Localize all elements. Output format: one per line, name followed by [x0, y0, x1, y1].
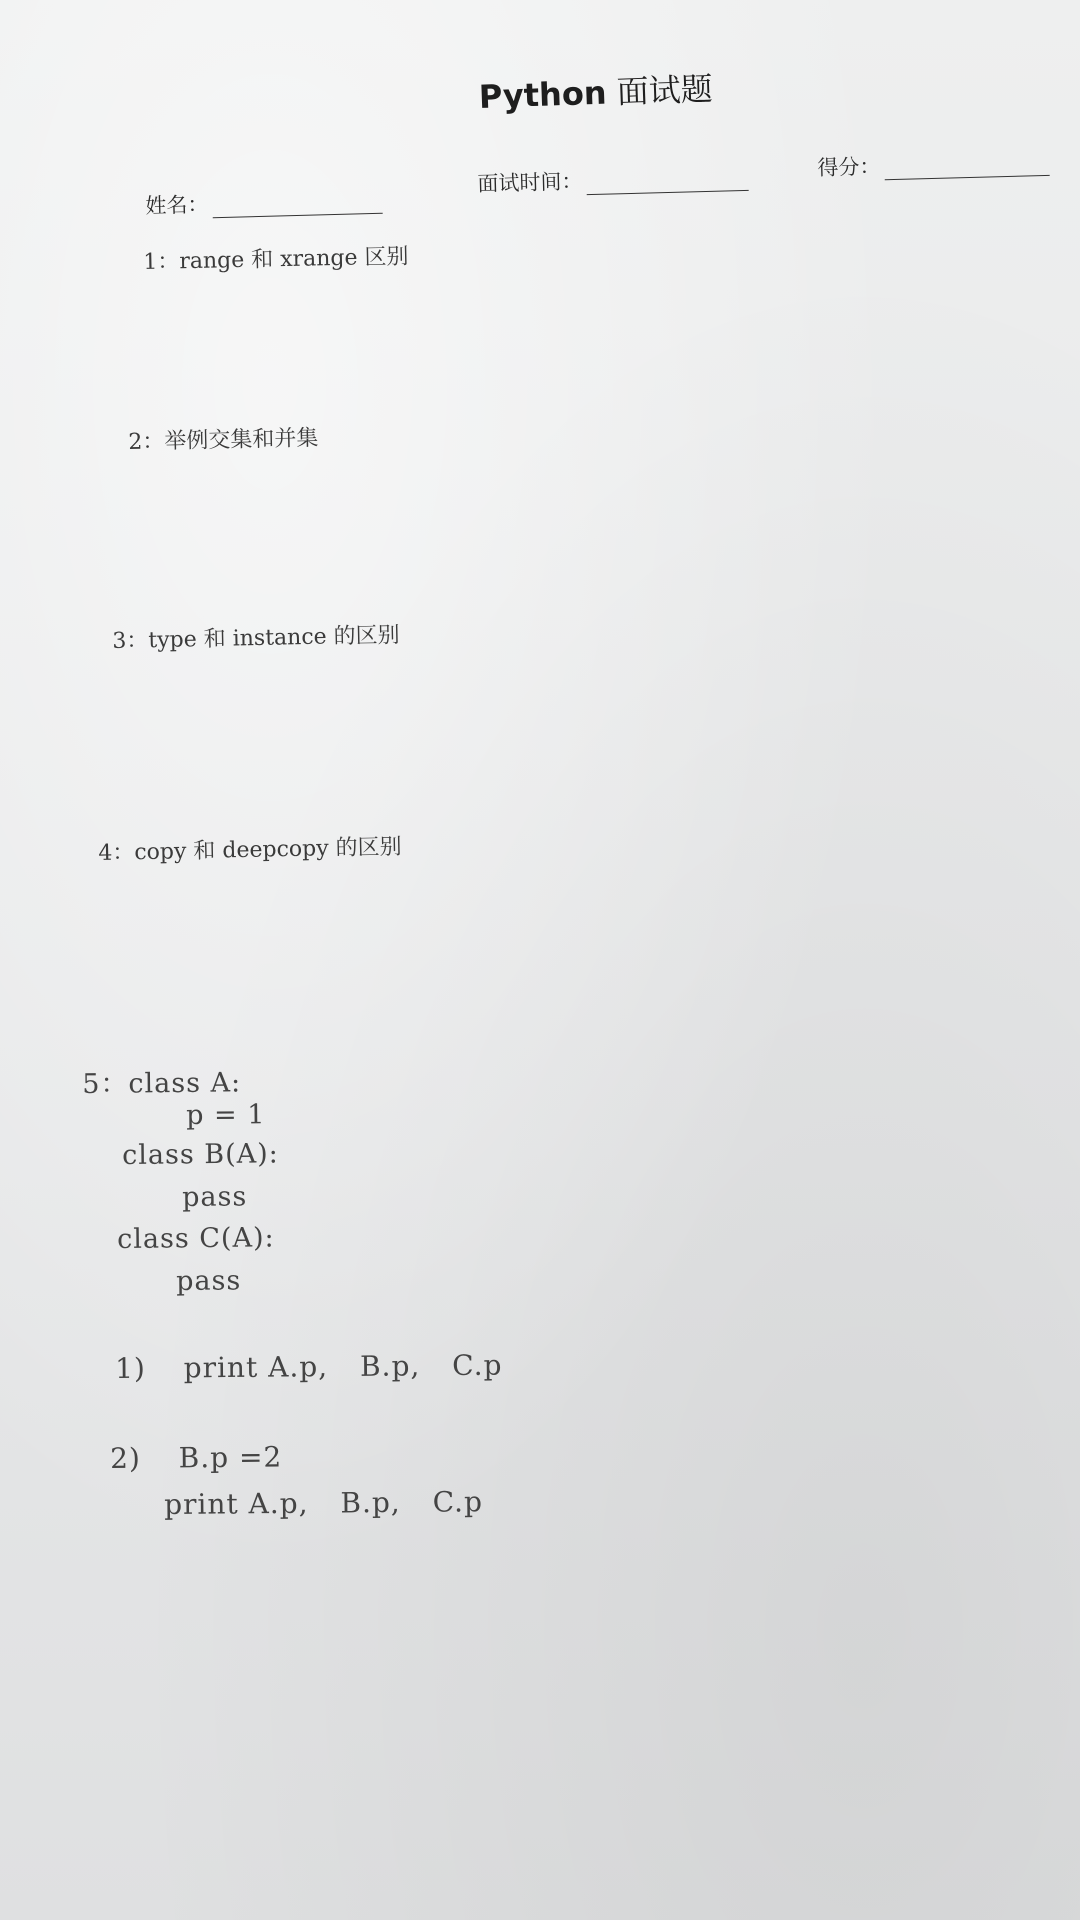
question-3: 3：type 和 instance 的区别: [112, 622, 400, 654]
sub1-number: 1): [115, 1351, 147, 1385]
interview-time-blank-line[interactable]: [587, 189, 749, 195]
question-1: 1：range 和 xrange 区别: [143, 244, 409, 275]
name-label: 姓名：: [145, 192, 209, 218]
q5-code-line-class-b: class B(A):: [122, 1138, 279, 1171]
score-label: 得分：: [817, 154, 881, 180]
q5-subquestion-1: [115, 1349, 503, 1385]
page-title: [478, 64, 713, 118]
score-field[interactable]: [817, 146, 1050, 182]
sub1-item-c: C.p: [452, 1348, 503, 1383]
interview-time-field[interactable]: [477, 161, 749, 198]
sub1-statement: print A.p,: [183, 1350, 329, 1385]
sub2-assignment: B.p =2: [178, 1440, 283, 1475]
sub2-number: 2): [110, 1441, 142, 1475]
q5-code-line-pass-b: pass: [182, 1181, 248, 1213]
name-field[interactable]: [145, 184, 383, 220]
q5-code-line-class-c: class C(A):: [117, 1222, 275, 1255]
q5-code-line-p-assign: p = 1: [186, 1099, 266, 1131]
name-blank-line[interactable]: [213, 212, 383, 218]
q5-code-line-class-a: 5：class A:: [82, 1067, 242, 1100]
q5-subquestion-2-print: [164, 1485, 483, 1521]
q5-code-line-pass-c: pass: [176, 1265, 242, 1297]
title-prefix: Python: [478, 73, 608, 116]
sub2-item-c: C.p: [432, 1485, 484, 1519]
question-4: 4：copy 和 deepcopy 的区别: [98, 834, 402, 866]
sub2-item-b: B.p,: [340, 1485, 401, 1520]
sub1-item-b: B.p,: [359, 1349, 421, 1383]
sub2-statement: print A.p,: [164, 1486, 309, 1521]
q5-subquestion-2: [110, 1440, 282, 1475]
question-2: 2：举例交集和并集: [128, 426, 319, 455]
title-suffix: 面试题: [616, 69, 714, 112]
score-blank-line[interactable]: [885, 174, 1050, 180]
interview-time-label: 面试时间：: [477, 169, 583, 196]
